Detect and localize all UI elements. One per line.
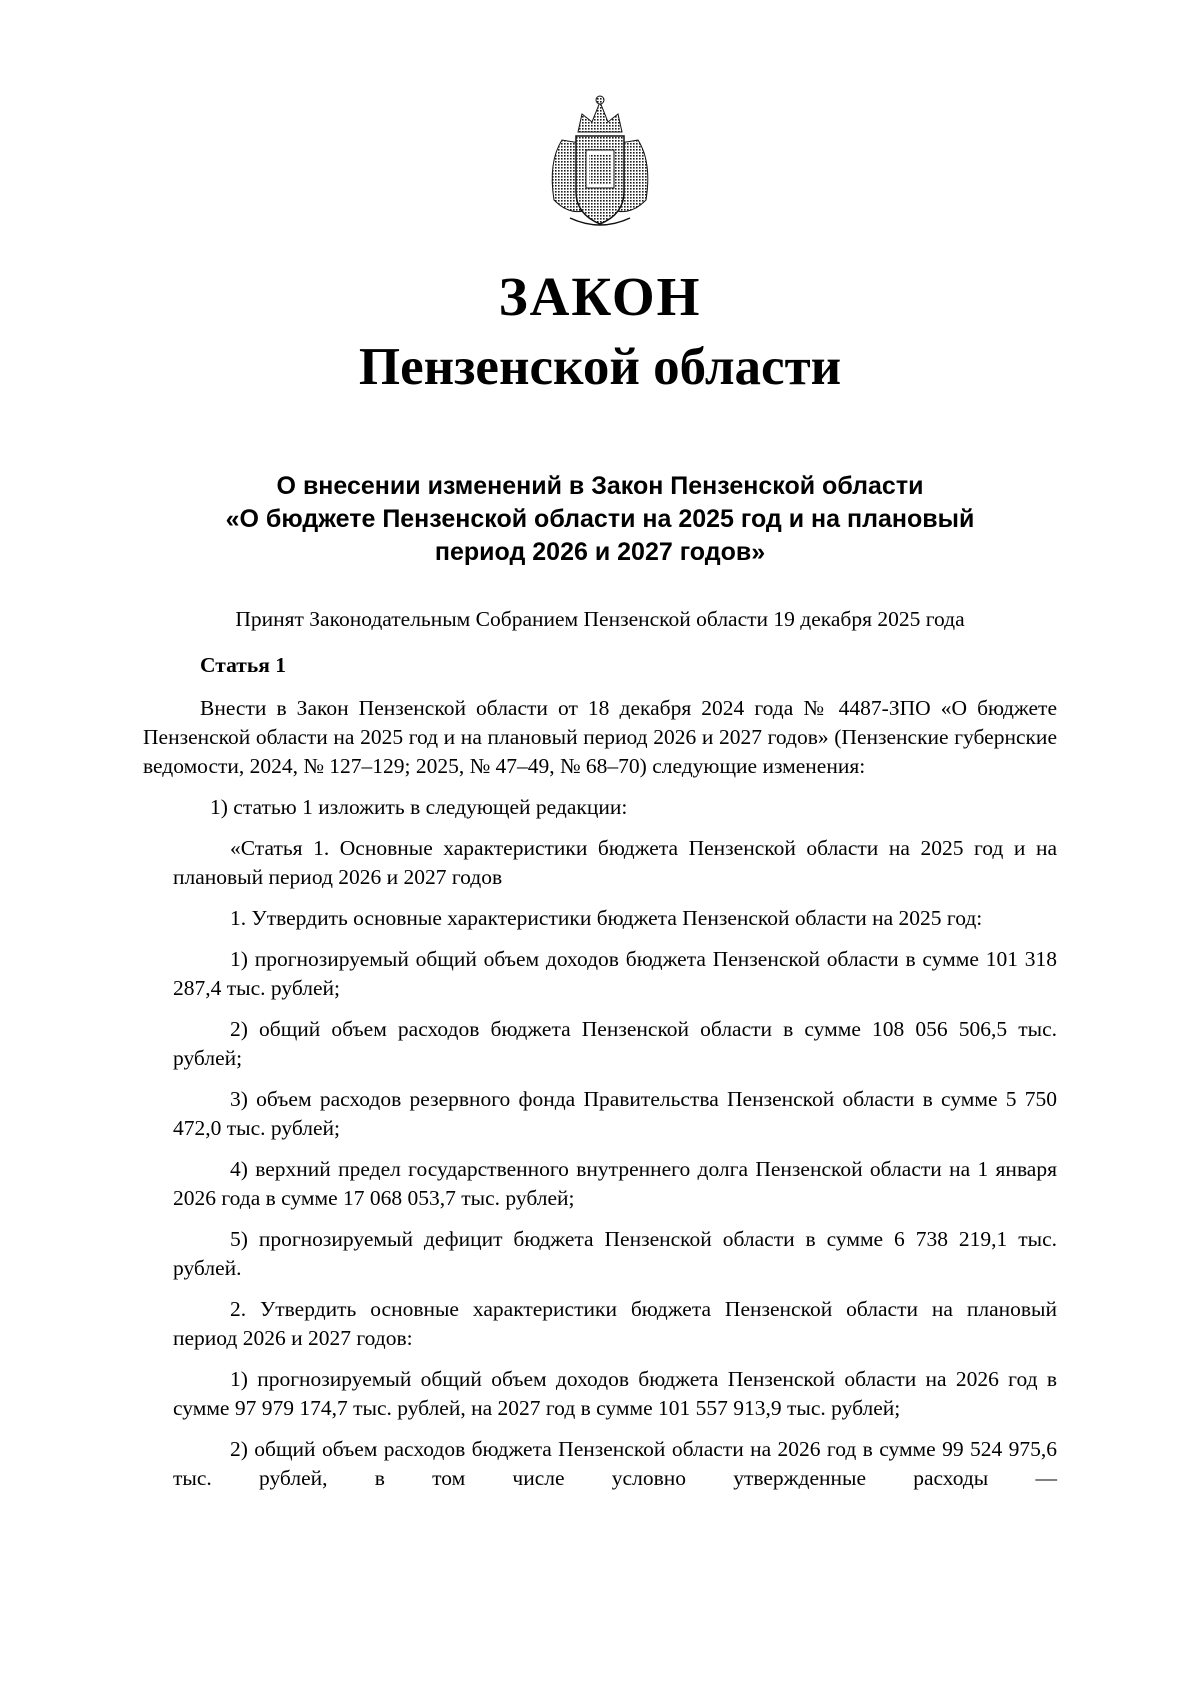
article-heading: Статья 1 <box>200 653 286 677</box>
part-1-intro: 1. Утвердить основные характеристики бюджета Пензенской области на 2025 год: <box>230 906 983 930</box>
part-1-item-2: 2) общий объем расходов бюджета Пензенской области в сумме 108 056 506,5 тыс. рублей; <box>173 1017 1057 1070</box>
part-1-item-5: 5) прогнозируемый дефицит бюджета Пензенской области в сумме 6 738 219,1 тыс. рублей. <box>173 1227 1057 1280</box>
subject-line-1: О внесении изменений в Закон Пензенской области <box>276 472 924 500</box>
part-2-item-2: 2) общий объем расходов бюджета Пензенской области на 2026 год в сумме 99 524 975,6 тыс. рублей, в том числе условно утвержденные расходы — <box>173 1437 1057 1490</box>
subject-line-2: «О бюджете Пензенской области на 2025 год и на плановый <box>225 505 975 533</box>
amendment-item-1: 1) статью 1 изложить в следующей редакции: <box>210 795 628 819</box>
adoption-note: Принят Законодательным Собранием Пензенской области 19 декабря 2025 года <box>235 607 965 631</box>
law-region: Пензенской области <box>358 338 842 396</box>
part-1-item-1: 1) прогнозируемый общий объем доходов бюджета Пензенской области в сумме 101 318 287,4 тыс. рублей; <box>173 947 1057 1000</box>
subject-line-3: период 2026 и 2027 годов» <box>434 538 766 566</box>
law-title: ЗАКОН <box>498 266 702 327</box>
coat-of-arms-emblem <box>540 92 660 232</box>
law-body <box>143 651 1057 1493</box>
part-2-item-1: 1) прогнозируемый общий объем доходов бюджета Пензенской области на 2026 год в сумме 97 979 174,7 тыс. рублей, на 2027 год в сумме 101 557 913,9 тыс. рублей; <box>173 1367 1057 1420</box>
quoted-article-heading: «Статья 1. Основные характеристики бюджета Пензенской области на 2025 год и на плановый период 2026 и 2027 годов <box>173 836 1057 889</box>
part-2-intro: 2. Утвердить основные характеристики бюджета Пензенской области на плановый период 2026 и 2027 годов: <box>173 1297 1057 1350</box>
part-1-item-4: 4) верхний предел государственного внутреннего долга Пензенской области на 1 января 2026 года в сумме 17 068 053,7 тыс. рублей; <box>173 1157 1057 1210</box>
part-1-item-3: 3) объем расходов резервного фонда Правительства Пензенской области в сумме 5 750 472,0 тыс. рублей; <box>173 1087 1057 1140</box>
article-intro-paragraph: Внести в Закон Пензенской области от 18 декабря 2024 года № 4487-ЗПО «О бюджете Пензенской области на 2025 год и на плановый период 2026 и 2027 годов» (Пензенские губернские ведомости, 2024, № 127–129; 2025, № 47–49, № 68–70) следующие изменения: <box>143 696 1057 778</box>
law-subject <box>160 470 1040 569</box>
